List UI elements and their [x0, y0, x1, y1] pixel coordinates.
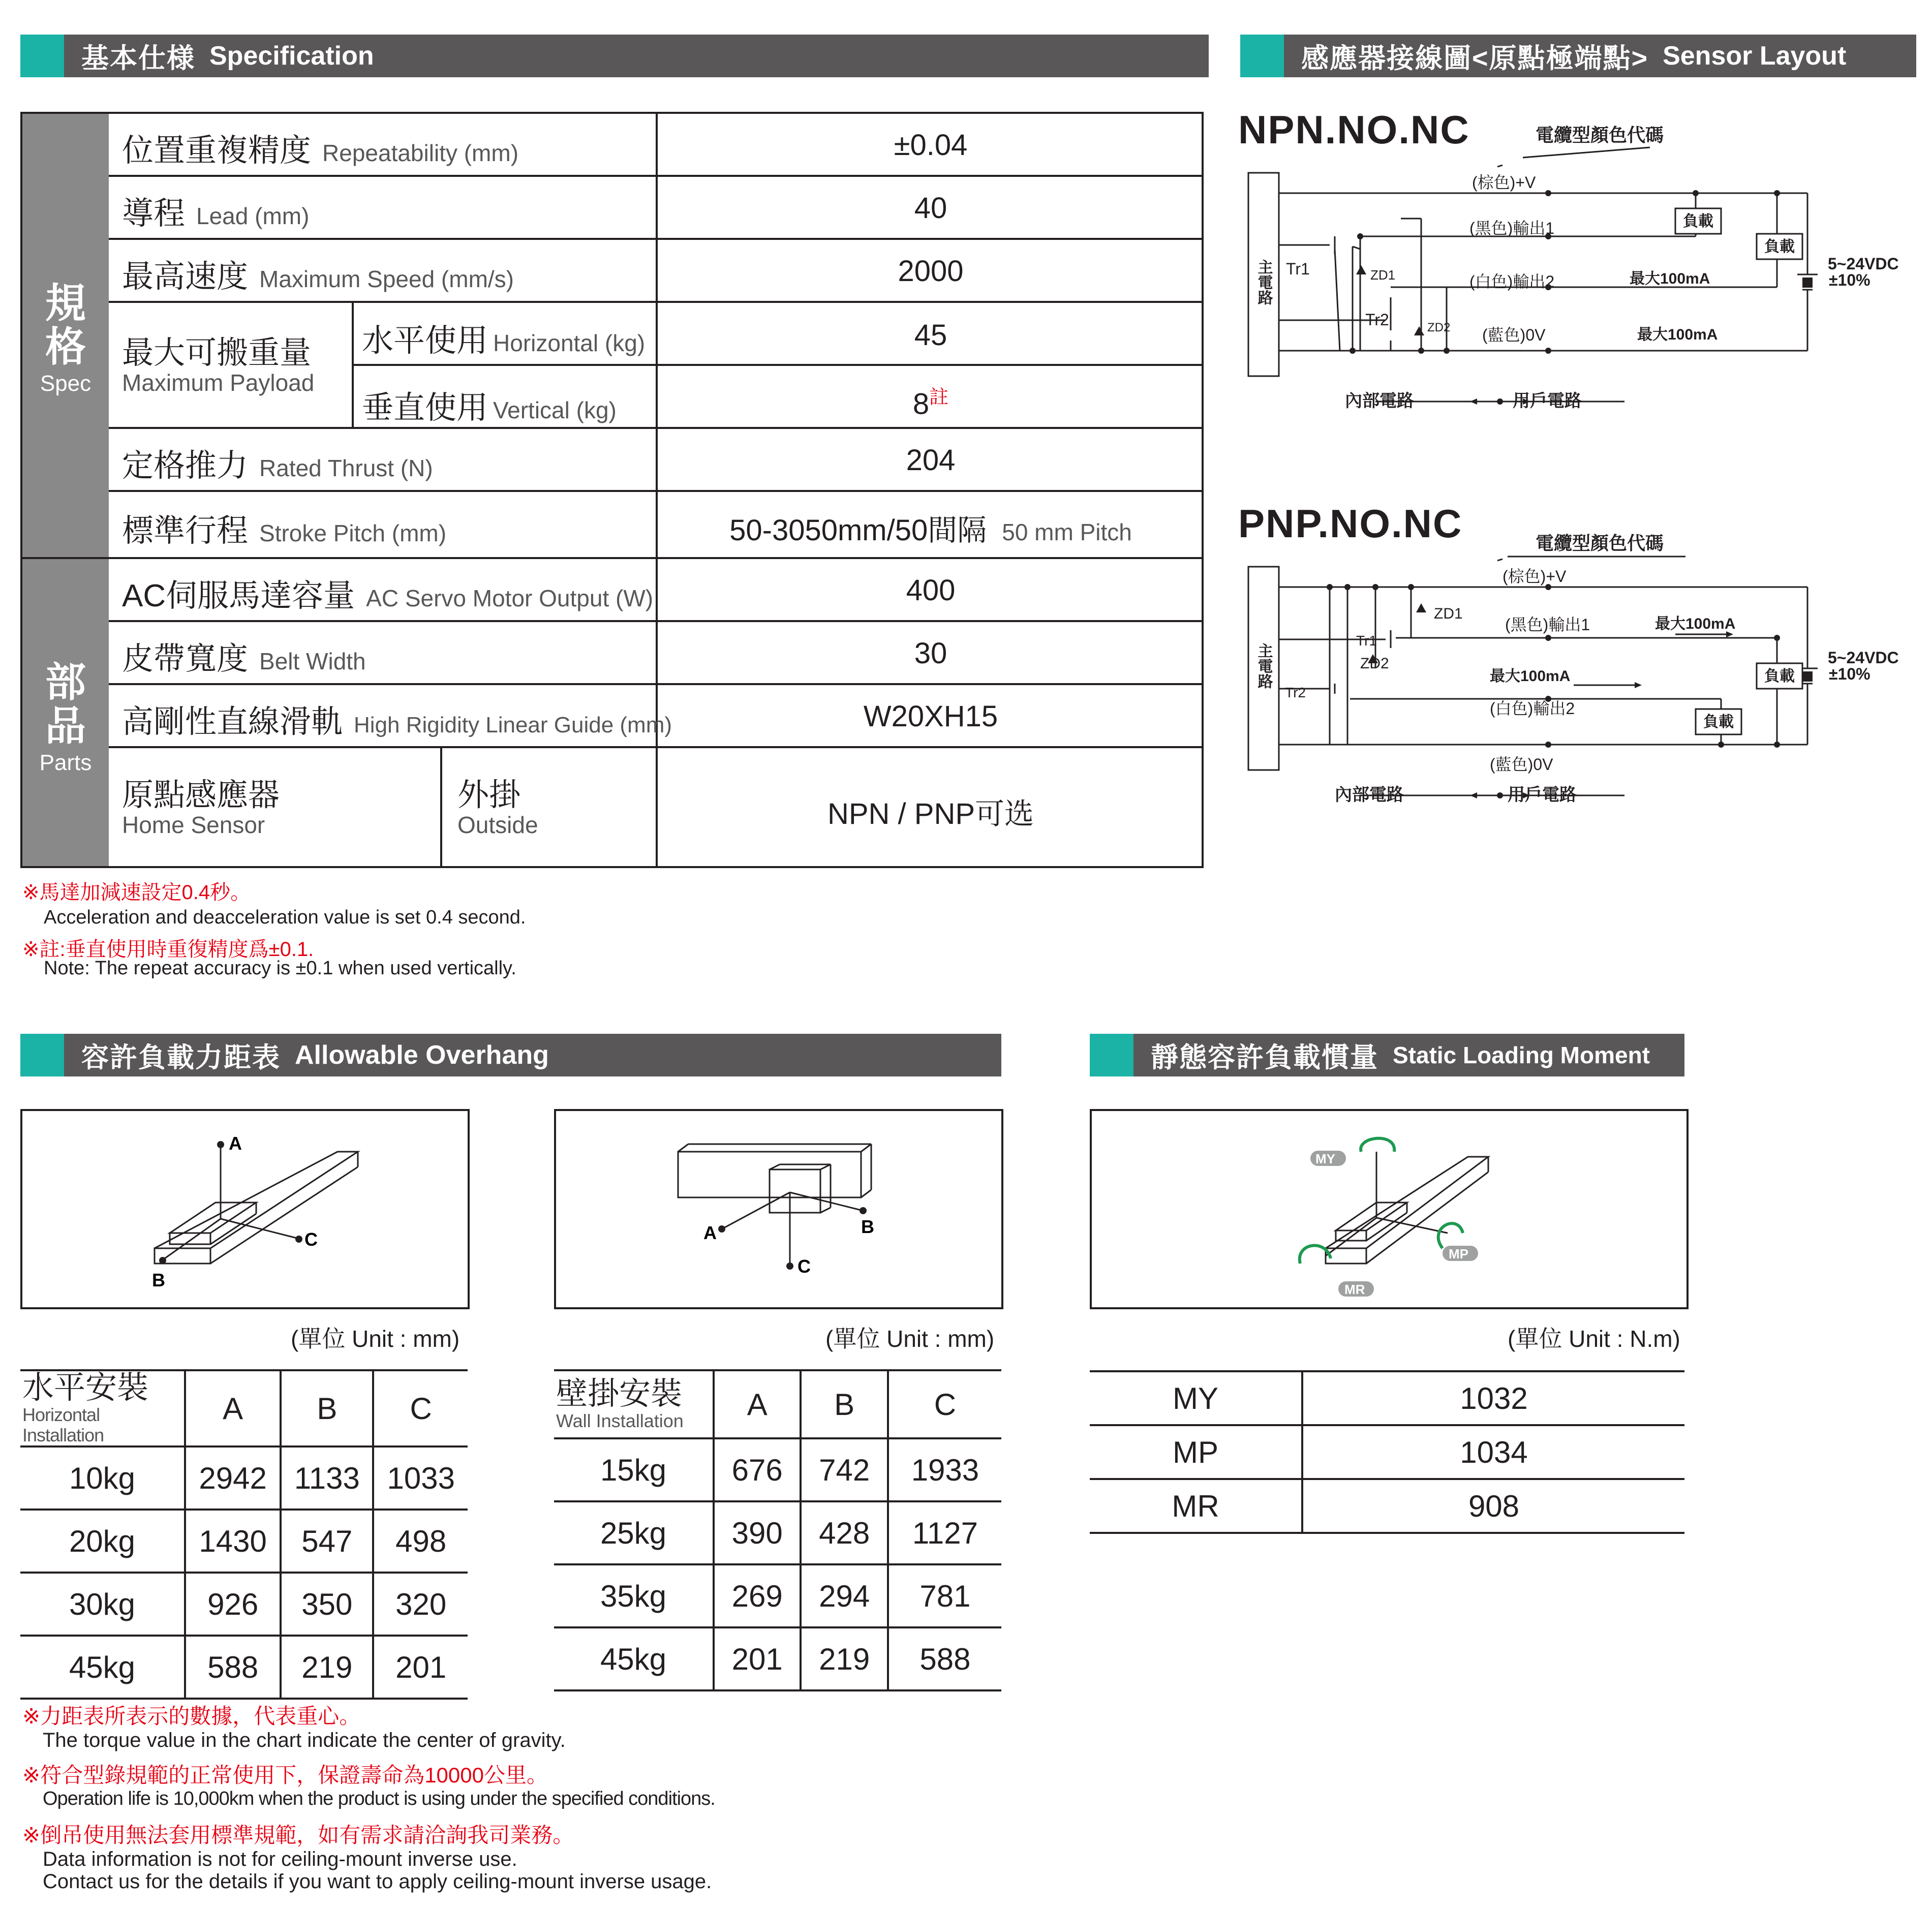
label-en: High Rigidity Linear Guide (mm) — [354, 713, 672, 737]
moment-diagram — [1090, 1109, 1689, 1309]
moment-actuator-figure — [1092, 1111, 1686, 1307]
overhang-wall-diagram — [554, 1109, 1003, 1309]
cell-b: 428 — [801, 1501, 887, 1564]
spec-label-stroke — [122, 505, 446, 550]
overhang-header-en: Allowable Overhang — [295, 1040, 549, 1070]
spec-value-home-sensor: NPN / PNP可选 — [827, 797, 1034, 830]
spec-note-en: Note: The repeat accuracy is ±0.1 when used vertically. — [44, 958, 516, 979]
npn-main-label: 主電路 — [1255, 259, 1272, 305]
table-row — [20, 1510, 468, 1573]
category-parts-zh: 部品 — [45, 660, 86, 749]
npn-tr2: Tr2 — [1365, 311, 1389, 329]
cell-b: 219 — [281, 1636, 373, 1699]
moment-value: 1034 — [1302, 1425, 1684, 1479]
npn-circuit-diagram — [1238, 122, 1919, 427]
category-parts — [22, 559, 109, 866]
category-spec — [22, 114, 109, 557]
spec-header-zh: 基本仕様 — [81, 43, 195, 74]
label-en: Lead (mm) — [196, 203, 310, 229]
rail-edge — [678, 1144, 688, 1152]
wire — [1353, 247, 1360, 249]
overhang-wall-unit: (單位 Unit : mm) — [825, 1326, 995, 1352]
junction — [1327, 584, 1333, 590]
row-divider — [22, 557, 1204, 559]
npn-brown: (棕色)+V — [1472, 173, 1536, 192]
pnp-supply: 5~24VDC — [1828, 649, 1899, 667]
label-zh: 水平使用 — [362, 323, 488, 358]
junction — [1545, 742, 1551, 748]
battery-plate — [1802, 278, 1813, 288]
cell-c: 498 — [373, 1510, 468, 1573]
row-load: 30kg — [20, 1573, 185, 1636]
rail-edge — [861, 1144, 871, 1152]
spec-value-stroke — [658, 506, 1204, 549]
pnp-tr2: Tr2 — [1285, 685, 1306, 700]
spec-note-zh: ※註:垂直使用時重復精度爲±0.1. — [22, 938, 314, 961]
pnp-blue: (藍色)0V — [1490, 755, 1553, 774]
spec-note-en: Acceleration and deacceleration value is set 0.4 second. — [44, 907, 526, 928]
bottom-note-zh: ※力距表所表示的數據，代表重心。 — [22, 1704, 361, 1728]
cell-c: 1033 — [373, 1446, 468, 1510]
moment-value: 1032 — [1302, 1371, 1684, 1425]
pnp-main-label: 主電路 — [1255, 643, 1272, 689]
cell-c: 781 — [888, 1564, 1001, 1627]
cell-a: 926 — [185, 1573, 281, 1636]
col-head-b: B — [801, 1370, 887, 1438]
table-row — [1090, 1371, 1684, 1425]
moment-table — [1090, 1370, 1684, 1534]
npn-internal: 內部電路 — [1345, 391, 1414, 411]
label-en: Repeatability (mm) — [322, 140, 519, 166]
pnp-tr1: Tr1 — [1356, 633, 1377, 649]
spec-value-motor: 400 — [906, 574, 956, 607]
spec-value-guide: W20XH15 — [863, 700, 998, 733]
col-head-a: A — [185, 1370, 281, 1446]
cell-c: 588 — [888, 1627, 1001, 1690]
cell-a: 588 — [185, 1636, 281, 1699]
point-c — [295, 1236, 302, 1243]
npn-load-2: 負載 — [1764, 238, 1795, 255]
pnp-load-2: 負載 — [1703, 714, 1734, 730]
bottom-note-en: The torque value in the chart indicate the center of gravity. — [43, 1729, 566, 1751]
label-a: A — [229, 1133, 242, 1154]
sensor-header-zh: 感應器接線圖<原點極端點> — [1301, 43, 1649, 74]
point-a — [718, 1225, 725, 1233]
cell-a: 676 — [714, 1438, 801, 1501]
header-accent — [20, 1034, 64, 1076]
spec-value-belt: 30 — [914, 637, 947, 670]
my-label: MY — [1315, 1151, 1335, 1166]
junction — [1444, 348, 1450, 354]
installation-en: Wall Installation — [556, 1410, 684, 1431]
junction — [1372, 584, 1378, 590]
npn-cable-label: 電纜型顏色代碼 — [1536, 125, 1664, 145]
header-accent — [1090, 1034, 1133, 1076]
junction — [1497, 398, 1503, 405]
row-load: 35kg — [554, 1564, 714, 1627]
carriage — [770, 1169, 820, 1213]
col-head-a: A — [714, 1370, 801, 1438]
stroke-value: 50-3050mm/50間隔 — [729, 514, 987, 547]
spec-label-payload — [122, 327, 311, 373]
junction — [1718, 742, 1724, 748]
label-en: Outside — [457, 812, 538, 838]
stroke-value-en: 50 mm Pitch — [1002, 519, 1132, 545]
table-row — [554, 1627, 1001, 1690]
npn-max-1: 最大100mA — [1630, 270, 1710, 287]
arrow-head — [1635, 682, 1642, 688]
overhang-header-zh: 容許負載力距表 — [81, 1042, 281, 1073]
spec-value-vertical — [658, 381, 1204, 421]
label-en: Horizontal (kg) — [493, 330, 646, 356]
label-b: B — [152, 1270, 165, 1290]
pnp-circuit-diagram — [1238, 516, 1919, 821]
installation-zh: 水平安裝 — [22, 1370, 149, 1405]
npn-blue: (藍色)0V — [1482, 326, 1546, 344]
label-b: B — [861, 1216, 874, 1237]
table-row — [554, 1501, 1001, 1564]
rail-edge — [861, 1190, 871, 1197]
label-c: C — [798, 1256, 811, 1277]
pnp-internal: 內部電路 — [1335, 785, 1404, 805]
moment-name: MP — [1090, 1425, 1302, 1479]
table-row — [1090, 1425, 1684, 1479]
bottom-note-en: Operation life is 10,000km when the product is using under the specified conditions. — [43, 1788, 715, 1809]
cell-a: 390 — [714, 1501, 801, 1564]
pnp-cable-label: 電纜型顏色代碼 — [1536, 533, 1664, 553]
overhang-header — [20, 1034, 1001, 1076]
spec-header — [20, 35, 1209, 77]
npn-max-2: 最大100mA — [1637, 326, 1718, 343]
pnp-load-1: 負載 — [1764, 668, 1795, 685]
table-row — [20, 1636, 468, 1699]
pnp-brown: (棕色)+V — [1502, 567, 1567, 586]
mr-label: MR — [1344, 1282, 1365, 1297]
header-accent — [20, 35, 64, 77]
cell-b: 350 — [281, 1573, 373, 1636]
label-a: A — [703, 1222, 717, 1243]
table-row — [20, 1446, 468, 1510]
pnp-max-2: 最大100mA — [1490, 668, 1571, 685]
point-c — [786, 1263, 793, 1270]
label-zh: 導程 — [122, 196, 186, 231]
arrow-head — [1470, 398, 1477, 405]
npn-black: (黑色)輸出1 — [1469, 219, 1555, 237]
bottom-note-zh: ※符合型錄規範的正常使用下，保證壽命為10000公里。 — [22, 1763, 548, 1787]
junction — [1774, 742, 1780, 748]
table-row — [554, 1564, 1001, 1627]
wire — [1497, 165, 1502, 167]
installation-en: Horizontal Installation — [22, 1404, 104, 1445]
col-divider — [656, 114, 658, 866]
pnp-black: (黑色)輸出1 — [1505, 615, 1590, 634]
spec-label-payload-en — [122, 369, 314, 396]
row-divider — [352, 364, 1204, 366]
junction — [1693, 190, 1699, 196]
npn-tol: ±10% — [1829, 271, 1870, 289]
col-head-b: B — [281, 1370, 373, 1446]
junction — [1497, 792, 1503, 798]
label-en: AC Servo Motor Output (W) — [366, 585, 654, 611]
point-b — [860, 1207, 867, 1214]
label-en: Maximum Payload — [122, 370, 315, 396]
cell-a: 2942 — [185, 1446, 281, 1510]
spec-label-guide — [122, 696, 672, 742]
wire — [1335, 249, 1340, 351]
cell-c: 320 — [373, 1573, 468, 1636]
label-zh: 最大可搬重量 — [122, 335, 312, 371]
label-en: Belt Width — [259, 648, 366, 674]
spec-label-horizontal — [362, 315, 645, 360]
category-parts-en: Parts — [39, 750, 92, 775]
label-zh: 最高速度 — [122, 259, 249, 294]
bottom-note-en: Data information is not for ceiling-mount inverse use. — [43, 1848, 517, 1870]
installation-zh: 壁掛安裝 — [556, 1376, 683, 1411]
cell-a: 201 — [714, 1627, 801, 1690]
junction — [1545, 190, 1551, 196]
label-c: C — [304, 1229, 318, 1250]
moment-header-en: Static Loading Moment — [1393, 1042, 1650, 1068]
cell-c: 1933 — [888, 1438, 1001, 1501]
header-accent — [1240, 35, 1284, 77]
junction — [1408, 584, 1414, 590]
row-load: 10kg — [20, 1446, 185, 1510]
label-zh: 位置重複精度 — [122, 133, 312, 168]
horizontal-overhang-table — [20, 1369, 468, 1700]
my-rotation-arrow — [1361, 1138, 1394, 1152]
npn-title: NPN.NO.NC — [1238, 107, 1470, 152]
col-divider — [440, 746, 442, 866]
pnp-zd1: ZD1 — [1434, 605, 1463, 622]
overhang-horizontal-unit: (單位 Unit : mm) — [291, 1326, 460, 1352]
spec-note-zh: ※馬達加減速設定0.4秒。 — [22, 881, 251, 904]
col-head-c: C — [888, 1370, 1001, 1438]
cell-b: 742 — [801, 1438, 887, 1501]
label-en: Home Sensor — [122, 812, 265, 838]
spec-value-max-speed: 2000 — [898, 255, 964, 288]
overhang-horizontal-diagram — [20, 1109, 470, 1309]
spec-label-outside-en — [457, 811, 538, 839]
spec-label-max-speed — [122, 251, 514, 296]
label-zh: 原點感應器 — [122, 778, 280, 813]
spec-label-repeatability — [122, 125, 518, 170]
junction — [1774, 190, 1780, 196]
table-row — [554, 1438, 1001, 1501]
table-head-installation — [20, 1370, 185, 1446]
junction — [1344, 584, 1351, 590]
cell-c: 201 — [373, 1636, 468, 1699]
cell-c: 1127 — [888, 1501, 1001, 1564]
cell-a: 1430 — [185, 1510, 281, 1573]
junction — [1774, 635, 1780, 641]
horizontal-actuator-figure — [22, 1111, 468, 1307]
category-spec-en: Spec — [40, 371, 91, 396]
npn-zd2: ZD2 — [1427, 321, 1451, 334]
axis-mr — [1326, 1218, 1376, 1256]
row-load: 45kg — [554, 1627, 714, 1690]
moment-header — [1090, 1034, 1684, 1076]
cell-b: 547 — [281, 1510, 373, 1573]
row-load: 45kg — [20, 1636, 185, 1699]
moment-unit: (單位 Unit : N.m) — [1508, 1326, 1680, 1352]
npn-user: 用戶電路 — [1513, 391, 1582, 411]
zener-diode — [1416, 603, 1426, 612]
spec-label-outside — [457, 769, 520, 815]
junction — [1545, 348, 1551, 354]
label-en: Maximum Speed (mm/s) — [259, 266, 514, 292]
pnp-max-1: 最大100mA — [1655, 615, 1736, 632]
moment-value: 908 — [1302, 1479, 1684, 1533]
cell-b: 219 — [801, 1627, 887, 1690]
row-load: 15kg — [554, 1438, 714, 1501]
bottom-note-zh: ※倒吊使用無法套用標準規範，如有需求請洽詢我司業務。 — [22, 1823, 574, 1847]
moment-header-zh: 靜態容許負載慣量 — [1151, 1042, 1378, 1073]
label-zh: 外掛 — [457, 778, 521, 813]
cell-b: 294 — [801, 1564, 887, 1627]
spec-header-en: Specification — [209, 41, 374, 71]
spec-label-rated-thrust — [122, 440, 433, 485]
table-row — [1090, 1479, 1684, 1533]
carriage-edge — [820, 1208, 831, 1213]
spec-label-belt — [122, 633, 366, 679]
mp-label: MP — [1449, 1246, 1468, 1261]
vertical-value: 8 — [912, 387, 930, 421]
spec-label-motor — [122, 570, 653, 615]
table-head-installation — [554, 1370, 714, 1438]
category-spec-zh: 規格 — [45, 281, 86, 370]
table-row — [20, 1573, 468, 1636]
axis-b — [790, 1192, 861, 1210]
npn-zd1: ZD1 — [1370, 267, 1396, 283]
zener-diode — [1414, 326, 1424, 335]
label-zh: 高剛性直線滑軌 — [122, 704, 343, 740]
pnp-user: 用戶電路 — [1508, 785, 1577, 805]
spec-value-repeatability: ±0.04 — [894, 129, 968, 162]
wall-actuator-figure — [556, 1111, 1001, 1307]
spec-label-vertical — [362, 382, 617, 427]
pnp-white: (白色)輸出2 — [1490, 699, 1575, 718]
row-load: 25kg — [554, 1501, 714, 1564]
carriage-side — [170, 1233, 210, 1244]
sensor-header-en: Sensor Layout — [1663, 41, 1847, 71]
row-load: 20kg — [20, 1510, 185, 1573]
spec-value-horizontal: 45 — [914, 319, 947, 352]
junction — [1357, 233, 1363, 239]
spec-label-home-sensor — [122, 769, 280, 815]
sensor-header — [1240, 35, 1916, 77]
npn-load-1: 負載 — [1683, 213, 1713, 230]
label-zh: 標準行程 — [122, 513, 249, 548]
npn-tr1: Tr1 — [1286, 260, 1310, 278]
npn-white: (白色)輸出2 — [1469, 272, 1555, 291]
col-head-c: C — [373, 1370, 468, 1446]
label-en: Stroke Pitch (mm) — [259, 520, 447, 546]
pnp-zd2: ZD2 — [1360, 655, 1389, 672]
point-a — [217, 1141, 224, 1148]
bottom-note-en: Contact us for the details if you want to apply ceiling-mount inverse usage. — [43, 1870, 712, 1893]
moment-name: MY — [1090, 1371, 1302, 1425]
label-en: Rated Thrust (N) — [259, 455, 433, 481]
battery-plate — [1802, 671, 1813, 682]
arrow-head — [1470, 792, 1477, 798]
label-zh: 皮帶寬度 — [122, 641, 249, 676]
axis-c — [221, 1219, 297, 1238]
wire — [1497, 559, 1502, 561]
label-zh: 垂直使用 — [362, 390, 488, 425]
mp-rotation-arrow — [1438, 1223, 1463, 1248]
spec-value-lead: 40 — [914, 192, 947, 225]
junction — [1545, 635, 1551, 641]
note-mark: 註 — [929, 387, 949, 408]
cell-b: 1133 — [281, 1446, 373, 1510]
spec-table — [20, 112, 1204, 868]
pnp-title: PNP.NO.NC — [1238, 501, 1463, 546]
zener-diode — [1356, 265, 1366, 274]
rail-edge — [210, 1167, 358, 1264]
spec-label-home-sensor-en — [122, 811, 265, 839]
wall-overhang-table — [554, 1369, 1001, 1691]
label-en: Vertical (kg) — [493, 397, 617, 423]
moment-name: MR — [1090, 1479, 1302, 1533]
cell-a: 269 — [714, 1564, 801, 1627]
junction — [1418, 348, 1424, 354]
pnp-tol: ±10% — [1829, 665, 1870, 683]
npn-supply: 5~24VDC — [1828, 255, 1899, 273]
spec-value-rated-thrust: 204 — [906, 444, 956, 477]
wire — [1523, 147, 1650, 158]
spec-label-lead — [122, 188, 309, 233]
col-divider — [352, 301, 354, 427]
junction — [1350, 348, 1356, 354]
label-zh: AC伺服馬達容量 — [122, 578, 355, 613]
point-b — [159, 1257, 166, 1264]
label-zh: 定格推力 — [122, 448, 249, 483]
